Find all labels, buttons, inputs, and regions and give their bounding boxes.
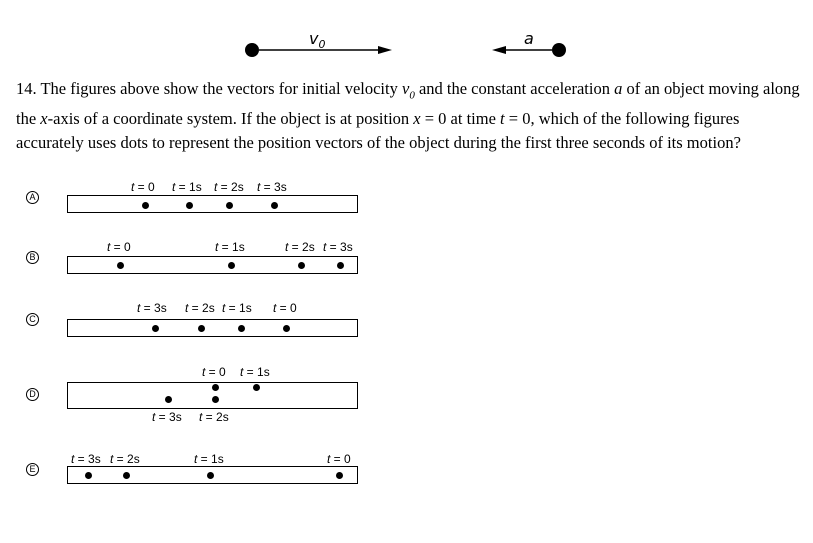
question-body: The figures above show the vectors for initial velocity $v_0$ and the constant acceleration a of an object moving along the x-axis of a coordinate system. If the object is at position x = 0 at time t = 0, which of the following figures accurately uses dots to represent the position vectors of the object during the first three seconds of its motion? (16, 79, 800, 153)
position-dot (117, 262, 124, 269)
choice-c-label: t = 1s (222, 301, 252, 315)
acceleration-label: a (524, 29, 534, 48)
position-dot (283, 325, 290, 332)
position-dot (337, 262, 344, 269)
choice-d-label: t = 1s (240, 365, 270, 379)
choice-a-label: t = 0 (131, 180, 155, 194)
position-dot (336, 472, 343, 479)
choice-b-track (67, 256, 358, 274)
position-dot (186, 202, 193, 209)
choice-b-label: t = 0 (107, 240, 131, 254)
choice-c-label: t = 3s (137, 301, 167, 315)
position-dot (85, 472, 92, 479)
velocity-arrowhead (378, 46, 392, 54)
choice-a-track (67, 195, 358, 213)
acceleration-arrowhead (492, 46, 506, 54)
vector-diagram (0, 0, 813, 70)
position-dot (152, 325, 159, 332)
position-dot (228, 262, 235, 269)
choice-d-marker[interactable]: D (26, 388, 39, 401)
choice-a-label: t = 1s (172, 180, 202, 194)
choice-e-label: t = 1s (194, 452, 224, 466)
position-dot (271, 202, 278, 209)
position-dot (253, 384, 260, 391)
choice-d-label: t = 2s (199, 410, 229, 424)
choice-c-label: t = 0 (273, 301, 297, 315)
choice-c-track (67, 319, 358, 337)
position-dot (198, 325, 205, 332)
choice-d-label: t = 3s (152, 410, 182, 424)
question-number: 14. (16, 79, 37, 98)
choice-b-label: t = 1s (215, 240, 245, 254)
choice-e-label: t = 2s (110, 452, 140, 466)
position-dot (226, 202, 233, 209)
velocity-origin-dot (245, 43, 259, 57)
position-dot (212, 384, 219, 391)
choice-a-marker[interactable]: A (26, 191, 39, 204)
position-dot (165, 396, 172, 403)
position-dot (238, 325, 245, 332)
acceleration-origin-dot (552, 43, 566, 57)
choice-b-marker[interactable]: B (26, 251, 39, 264)
choice-d-label: t = 0 (202, 365, 226, 379)
position-dot (123, 472, 130, 479)
choice-b-label: t = 3s (323, 240, 353, 254)
choice-b-label: t = 2s (285, 240, 315, 254)
choice-e-marker[interactable]: E (26, 463, 39, 476)
choice-c-marker[interactable]: C (26, 313, 39, 326)
position-dot (212, 396, 219, 403)
choice-c-label: t = 2s (185, 301, 215, 315)
choice-a-label: t = 3s (257, 180, 287, 194)
choice-e-label: t = 3s (71, 452, 101, 466)
question-text (16, 77, 806, 155)
position-dot (142, 202, 149, 209)
choice-a-label: t = 2s (214, 180, 244, 194)
velocity-label: $v_0$ (309, 29, 326, 52)
position-dot (298, 262, 305, 269)
position-dot (207, 472, 214, 479)
choice-e-label: t = 0 (327, 452, 351, 466)
